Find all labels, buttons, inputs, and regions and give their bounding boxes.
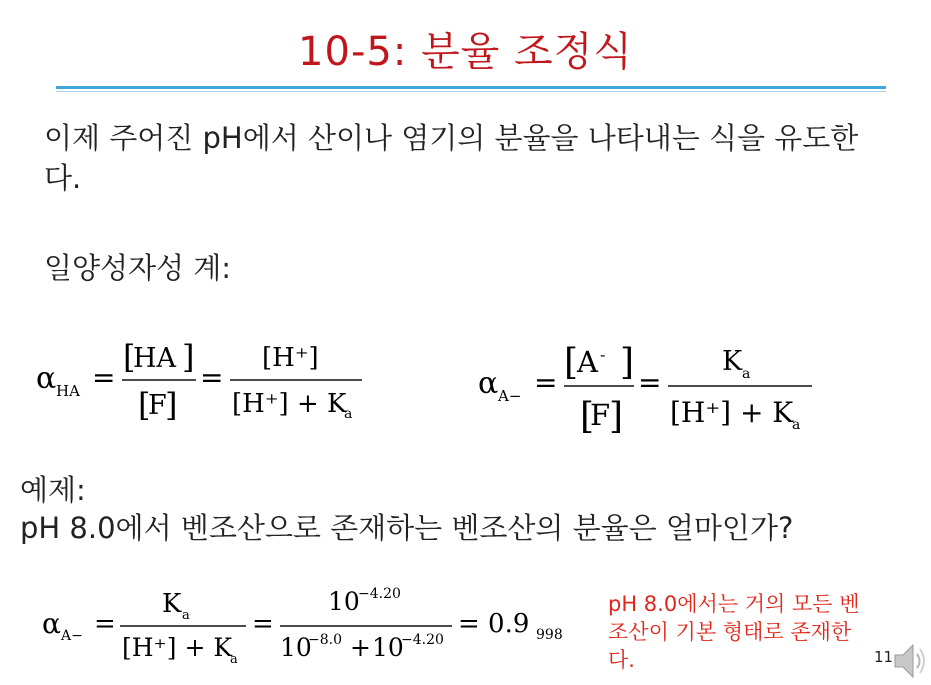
title-rule-thin bbox=[56, 91, 886, 92]
frac-numerator: 10 bbox=[328, 587, 360, 616]
svg-text:a: a bbox=[742, 366, 751, 382]
svg-text:=: = bbox=[92, 361, 116, 394]
frac-denominator: [H⁺] + K bbox=[232, 389, 347, 419]
svg-text:−4.20: −4.20 bbox=[401, 632, 444, 648]
frac-denominator: [H⁺] + K bbox=[122, 633, 233, 662]
title-rule bbox=[56, 86, 886, 89]
svg-text:[: [ bbox=[138, 386, 151, 424]
monoprotic-label: 일양성자성 계: bbox=[44, 251, 232, 285]
alpha-a-equation bbox=[476, 330, 836, 440]
frac-denominator: F bbox=[590, 398, 611, 432]
example-question: pH 8.0에서 벤조산으로 존재하는 벤조산의 분율은 얼마인가? bbox=[20, 511, 794, 545]
svg-text:−4.20: −4.20 bbox=[358, 586, 401, 602]
svg-text:=: = bbox=[638, 366, 662, 399]
frac-numerator: K bbox=[722, 346, 743, 377]
frac-denominator: [H⁺] + K bbox=[670, 396, 794, 429]
alpha-subscript: HA bbox=[56, 382, 80, 400]
intro-text: 이제 주어진 pH에서 산이나 염기의 분율을 나타내는 식을 유도한다. bbox=[44, 121, 859, 195]
frac-denominator: 10 bbox=[280, 633, 312, 662]
speaker-icon[interactable] bbox=[893, 640, 929, 682]
slide-title: 10-5: 분율 조정식 bbox=[298, 29, 633, 75]
example-label: 예제: bbox=[20, 473, 86, 507]
example-equation bbox=[40, 580, 580, 680]
frac-numerator: HA bbox=[133, 343, 177, 374]
alpha-subscript: A− bbox=[498, 387, 522, 405]
svg-text:=: = bbox=[200, 361, 224, 394]
svg-text:10: 10 bbox=[372, 633, 404, 662]
svg-text:=: = bbox=[252, 609, 274, 639]
alpha-subscript: A− bbox=[61, 628, 83, 644]
frac-numerator: K bbox=[162, 589, 182, 619]
svg-text:a: a bbox=[182, 608, 190, 623]
svg-text:]: ] bbox=[165, 386, 178, 424]
svg-text:[: [ bbox=[580, 396, 595, 437]
svg-text:=: = bbox=[534, 366, 558, 399]
result-value: = 0.9 bbox=[458, 609, 530, 639]
svg-text:a: a bbox=[792, 417, 801, 433]
frac-numerator: [H⁺] bbox=[262, 343, 319, 373]
alpha-symbol: α bbox=[36, 361, 57, 396]
frac-numerator: A bbox=[577, 345, 598, 379]
svg-text:]: ] bbox=[620, 342, 635, 383]
svg-text:]: ] bbox=[609, 396, 624, 437]
svg-text:+: + bbox=[350, 633, 371, 662]
svg-text:]: ] bbox=[182, 338, 195, 376]
alpha-symbol: α bbox=[42, 607, 61, 640]
svg-text:=: = bbox=[94, 609, 116, 639]
alpha-symbol: α bbox=[478, 366, 499, 401]
answer-note: pH 8.0에서는 거의 모든 벤조산이 기본 형태로 존재한다. bbox=[608, 592, 860, 672]
frac-denominator: F bbox=[148, 390, 167, 421]
svg-text:998: 998 bbox=[536, 627, 563, 643]
svg-text:-: - bbox=[600, 345, 606, 364]
svg-text:a: a bbox=[230, 652, 238, 667]
svg-text:−8.0: −8.0 bbox=[308, 632, 342, 648]
svg-text:a: a bbox=[344, 406, 353, 422]
page-number: 11 bbox=[874, 648, 894, 666]
alpha-ha-equation bbox=[34, 330, 384, 430]
svg-text:[: [ bbox=[123, 338, 136, 376]
svg-text:[: [ bbox=[564, 342, 579, 383]
